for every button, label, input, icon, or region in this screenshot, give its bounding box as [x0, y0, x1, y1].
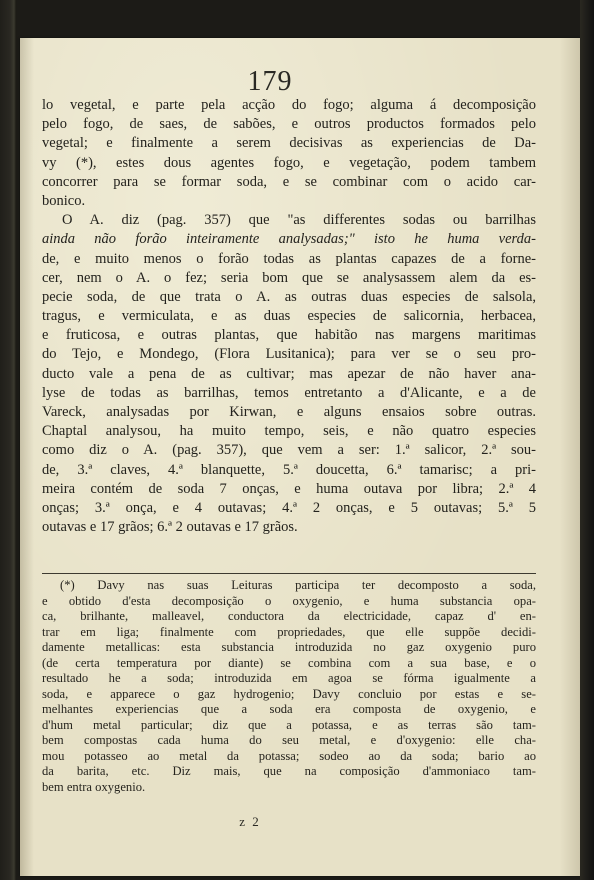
text-line: como diz o A. (pag. 357), que vem a ser: 1.ª salicor, 2.ª sou- — [42, 442, 536, 459]
text-line: pelo fogo, de saes, de sabões, e outros productos formados pelo — [42, 116, 536, 133]
footnote-line: d'hum metal particular; diz que a potassa, e as terras são tam- — [42, 717, 536, 732]
footnote-line: soda, e apparece o gaz hydrogenio; Davy concluio por estas e se- — [42, 686, 536, 701]
text-line: tragus, e vermiculata, e as duas especies de salicornia, herbacea, — [42, 308, 536, 325]
main-text — [42, 96, 536, 537]
footnote-line: damente metallicas: esta substancia introduzida no gaz oxygenio puro — [42, 640, 536, 654]
text-line: Chaptal analysou, ha muito tempo, seis, e não quatro especies — [42, 423, 536, 440]
text-line: cer, nem o A. o fez; seria bom que se analysassem alem da es- — [42, 269, 536, 286]
page-number: 179 — [247, 66, 293, 97]
text-line: vy (*), estes dous agentes fogo, e vegetação, podem tambem — [42, 154, 536, 171]
footnote-line: ca, brilhante, malleavel, conductora da electricidade, capaz d' en- — [42, 609, 536, 623]
footnote-line: trar em liga; finalmente com propriedades, que elle suppõe decidi- — [42, 624, 536, 639]
page-edge-shadow — [580, 0, 594, 880]
footnote-line: bem compostas cada huma do seu metal, e d'oxygenio: elle cha- — [42, 733, 536, 747]
footnote-line: (de certa temperatura por diante) se combina com a sua base, e o — [42, 655, 536, 670]
text-line: e fruticosa, e outras plantas, que habitão nas margens maritimas — [42, 327, 536, 344]
text-line: onças; 3.ª onça, e 4 outavas; 4.ª 2 onças, e 5 outavas; 5.ª 5 — [42, 499, 536, 516]
text-line: O A. diz (pag. 357) que "as differentes sodas ou barrilhas — [62, 212, 536, 229]
text-line: Vareck, analysadas por Kirwan, e alguns ensaios sobre outras. — [42, 404, 536, 420]
text-line: meira contém de soda 7 onças, e huma outava por libra; 2.ª 4 — [42, 480, 536, 497]
text-line: vegetal; e finalmente a serem decisivas as experiencias de Da- — [42, 135, 536, 152]
footnote-line: e obtido d'esta decomposição o oxygenio, e huma substancia opa- — [42, 593, 536, 608]
footnote-line: da barita, etc. Diz mais, que na composição d'ammoniaco tam- — [42, 764, 536, 778]
text-line: lo vegetal, e parte pela acção do fogo; alguma á decomposição — [42, 97, 536, 113]
footnote-divider — [42, 573, 536, 574]
footnote-line: bem entra oxygenio. — [42, 779, 146, 794]
text-line: de, 3.ª claves, 4.ª blanquette, 5.ª doucetta, 6.ª tamarisc; a pri- — [42, 461, 536, 478]
text-line: outavas e 17 grãos; 6.ª 2 outavas e 17 grãos. — [42, 519, 298, 536]
text-line: ducto vale a pena de as cultivar; mas apezar de não haver ana- — [42, 365, 536, 382]
footnote-line: (*) Davy nas suas Leituras participa ter decomposto a soda, — [60, 578, 536, 592]
footnote-line: resultado he a soda; introduzida em agoa se fórma igualmente a — [42, 671, 536, 685]
text-line: do Tejo, e Mondego, (Flora Lusitanica); para ver se o seu pro- — [42, 346, 536, 363]
text-line: pecie soda, de que trata o A. as outras duas especies de salsola, — [42, 288, 536, 305]
text-line: de, e muito menos o forão todas as plantas capazes de a forne- — [42, 250, 536, 267]
text-line: bonico. — [42, 192, 86, 209]
text-line: ainda não forão inteiramente analysadas;" isto he huma verda- — [42, 231, 536, 248]
text-line: lyse de todas as barrilhas, temos entretanto a d'Alicante, e a de — [42, 384, 536, 401]
footnote-line: melhantes experiencias que a soda era composta de oxygenio, e — [42, 702, 536, 716]
text-line: concorrer para se formar soda, e se combinar com o acido car- — [42, 173, 536, 190]
footnote-line: mou potasseo ao metal da potassa; sodeo ao da soda; bario ao — [42, 748, 536, 763]
footnote — [42, 578, 536, 795]
signature-mark: z 2 — [239, 814, 261, 829]
